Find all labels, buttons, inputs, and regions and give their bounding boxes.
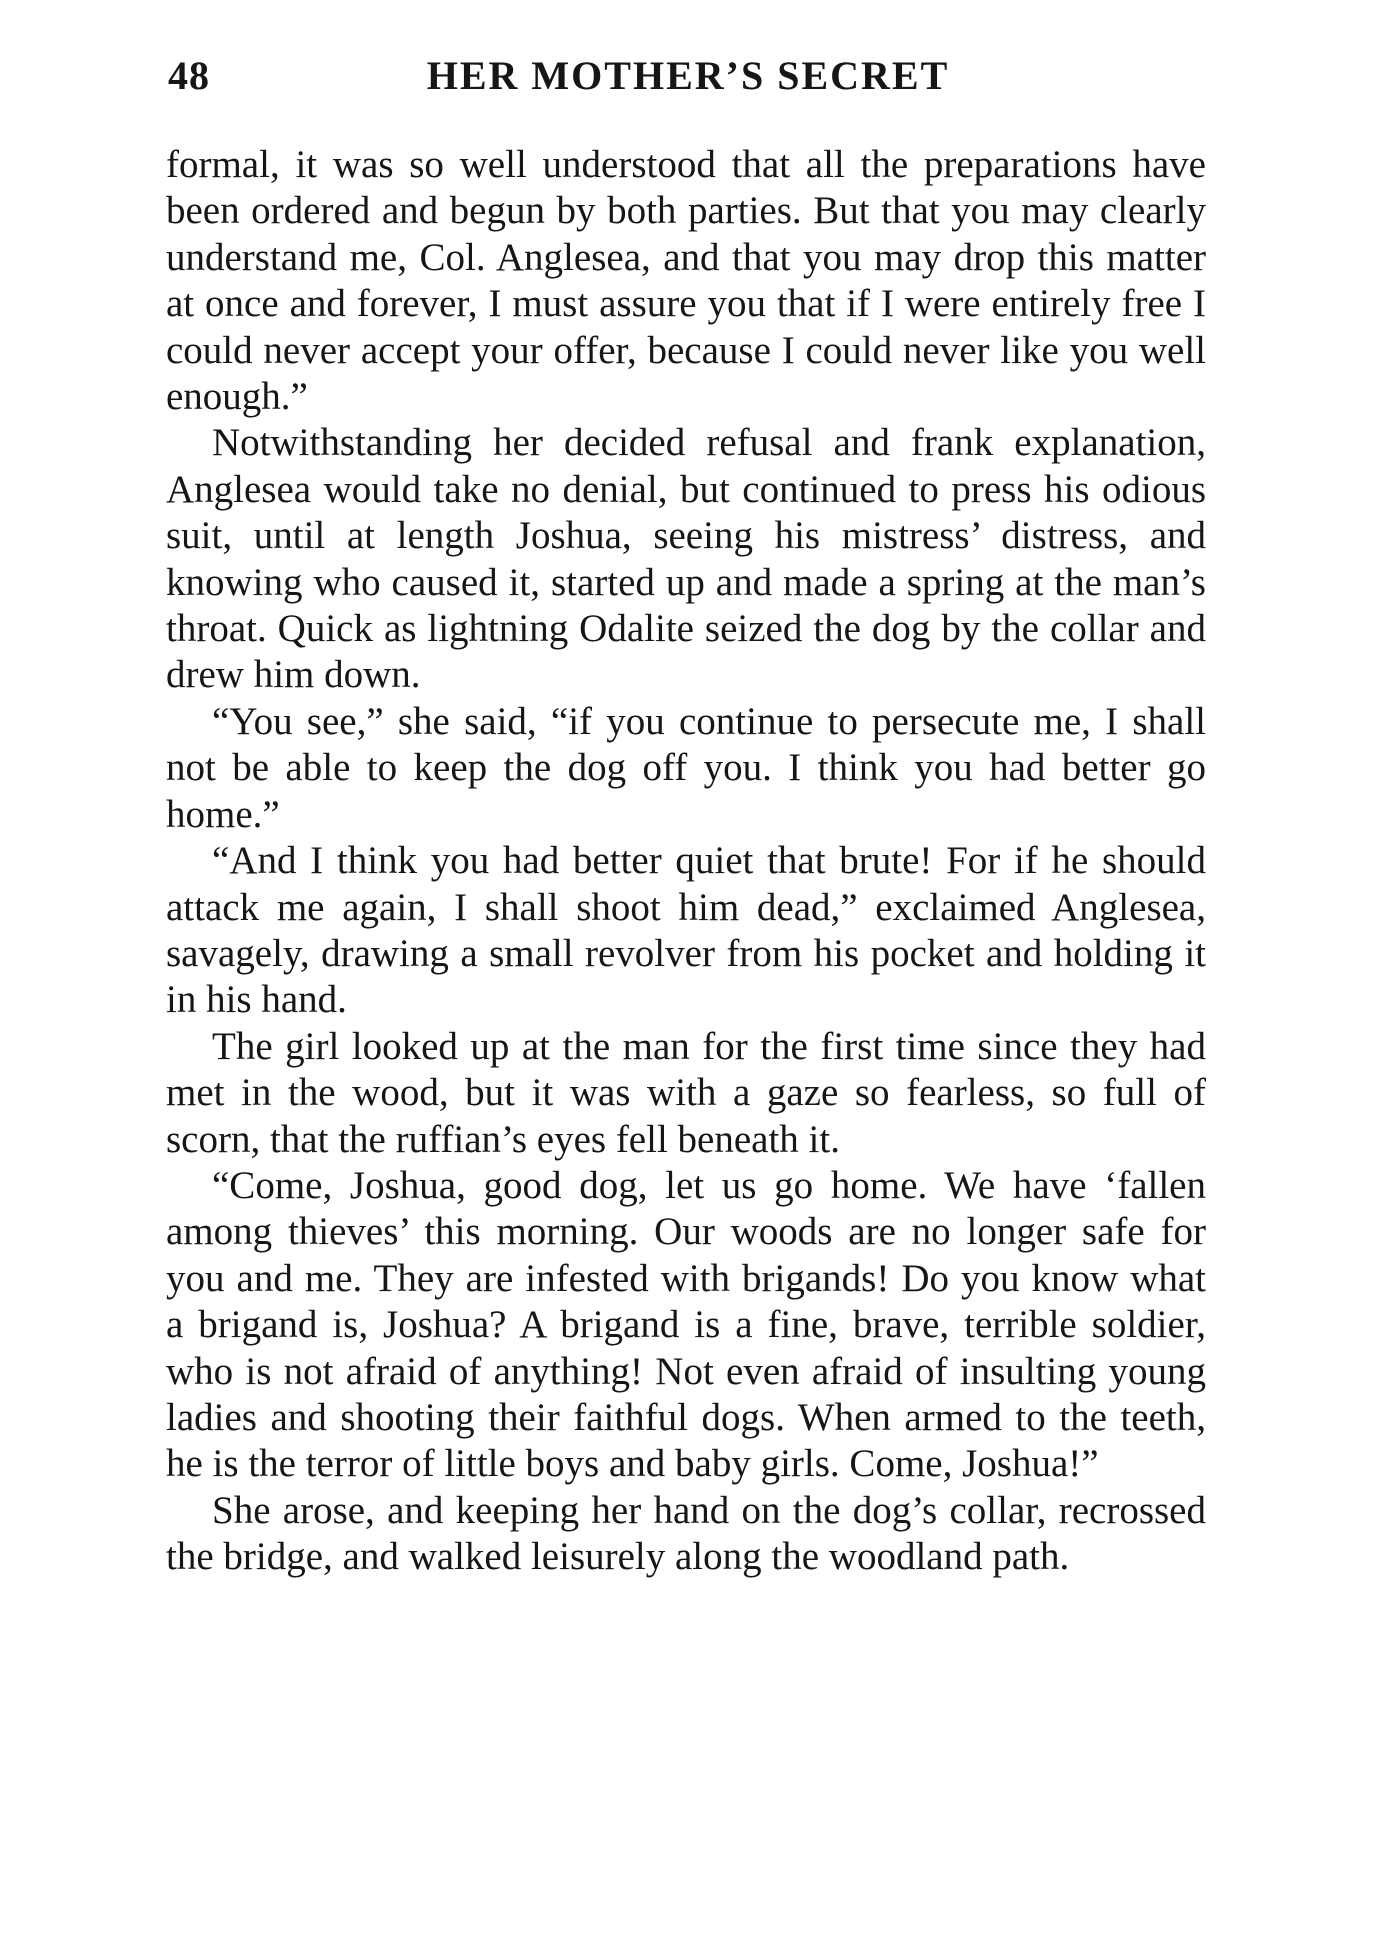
running-head	[168, 52, 1208, 112]
paragraph: “Come, Joshua, good dog, let us go home. We have ‘fallen among thieves’ this morning. Our woods are no longer safe for you and me. They are infested with brigands! Do you know what a brigand is, Joshua? A brigand is a fine, brave, terrible soldier, who is not afraid of anything! Not even afraid of insulting young ladies and shooting their faithful dogs. When armed to the teeth, he is the terror of little boys and baby girls. Come, Joshua!”	[166, 1163, 1206, 1486]
paragraph: The girl looked up at the man for the first time since they had met in the wood, but it was with a gaze so fearless, so full of scorn, that the ruffian’s eyes fell beneath it.	[166, 1024, 1206, 1161]
page-number: 48	[168, 53, 210, 98]
paragraph-continued: formal, it was so well understood that all the preparations have been ordered and begun by both parties. But that you may clearly understand me, Col. Anglesea, and that you may drop this matter at once and forever, I must assure you that if I were entirely free I could never accept your offer, because I could never like you well enough.”	[166, 143, 1206, 419]
paragraph: “You see,” she said, “if you continue to persecute me, I shall not be able to keep the dog off you. I think you had better go home.”	[166, 699, 1206, 836]
paragraph: Notwithstanding her decided refusal and frank explanation, Anglesea would take no denial, but continued to press his odious suit, until at length Joshua, seeing his mistress’ distress, and knowing who caused it, started up and made a spring at the man’s throat. Quick as lightning Odalite seized the dog by the collar and drew him down.	[166, 421, 1206, 697]
body-text	[166, 142, 1206, 1581]
paragraph: She arose, and keeping her hand on the dog’s collar, recrossed the bridge, and walked leisurely along the woodland path.	[166, 1488, 1206, 1579]
running-title: HER MOTHER’S SECRET	[426, 53, 950, 98]
paragraph: “And I think you had better quiet that brute! For if he should attack me again, I shall shoot him dead,” exclaimed Anglesea, savagely, drawing a small revolver from his pocket and holding it in his hand.	[166, 839, 1206, 1022]
